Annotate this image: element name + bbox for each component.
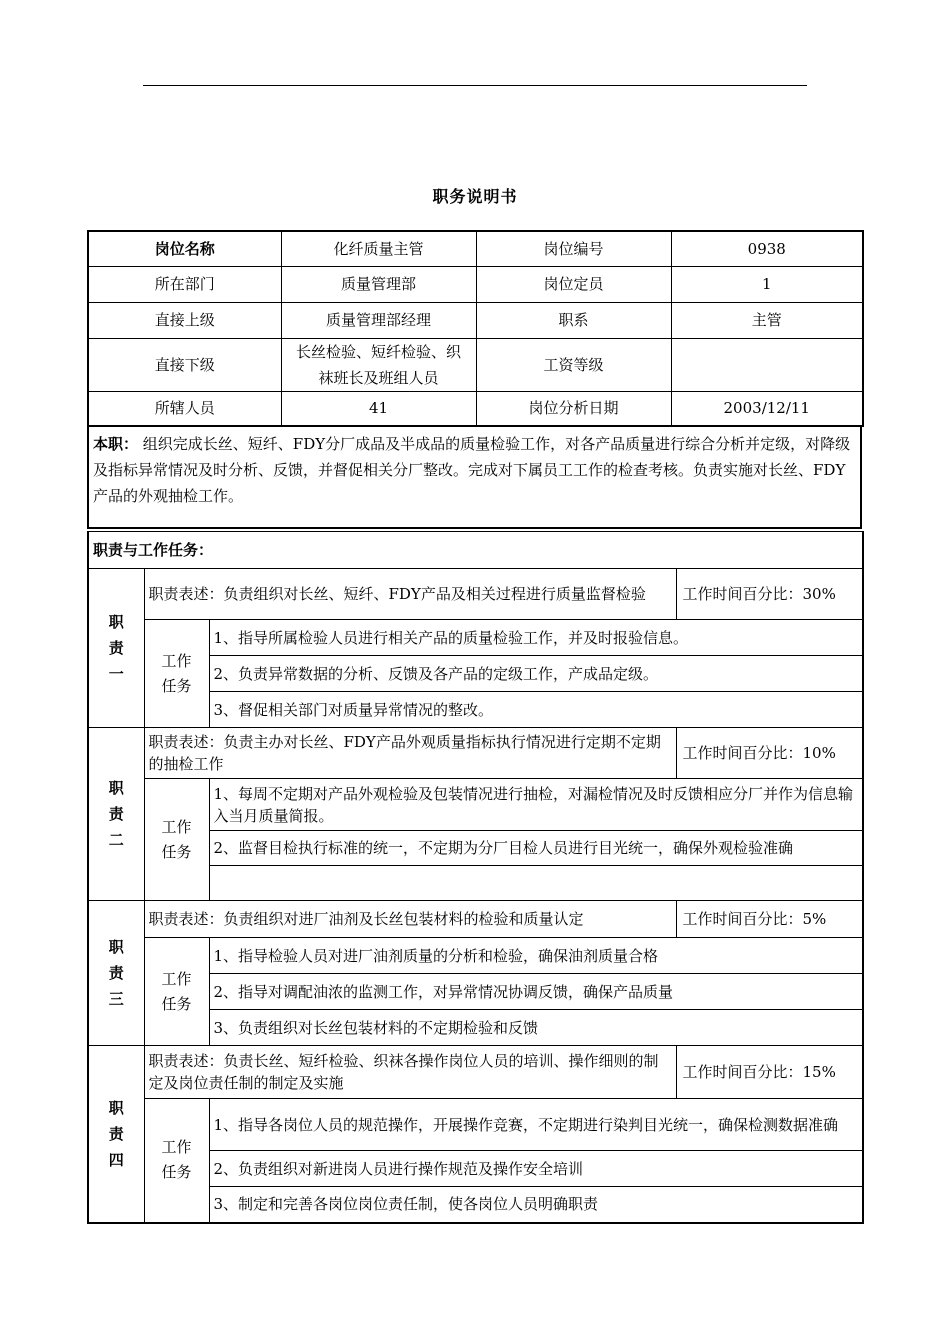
duty-4-time-percent: 工作时间百分比：15% — [676, 1046, 863, 1099]
position-no-value: 0938 — [671, 231, 863, 266]
document-title: 职务说明书 — [432, 187, 518, 206]
duty-4-tasks-label: 工作 任务 — [144, 1099, 209, 1223]
subordinate-line-2: 袜班长及班组人员 — [318, 368, 439, 387]
superior-value: 质量管理部经理 — [281, 302, 476, 338]
duties-table — [87, 531, 864, 1224]
position-no-label: 岗位编号 — [476, 231, 671, 266]
duty-3-label: 职 责 三 — [88, 901, 144, 1046]
duty-2-time-percent: 工作时间百分比：10% — [676, 728, 863, 779]
subordinate-label: 直接下级 — [88, 338, 281, 391]
summary-text: 组织完成长丝、短纤、FDY分厂成品及半成品的质量检验工作，对各产品质量进行综合分析并定级，对降级及指标异常情况及时分析、反馈，并督促相关分厂整改。完成对下属员工工作的检查考核。负责实施对长丝、FDY产品的外观抽检工作。 — [93, 435, 851, 505]
duty-2-description: 职责表述：负责主办对长丝、FDY产品外观质量指标执行情况进行定期不定期的抽检工作 — [144, 728, 676, 779]
duty-1-task-1: 1、指导所属检验人员进行相关产品的质量检验工作，并及时报验信息。 — [209, 620, 863, 656]
duty-2-task-2: 2、监督目检执行标准的统一，不定期为分厂目检人员进行目光统一，确保外观检验准确 — [209, 831, 863, 866]
rank-value: 主管 — [671, 302, 863, 338]
department-value: 质量管理部 — [281, 266, 476, 302]
duty-1-task-2: 2、负责异常数据的分析、反馈及各产品的定级工作，产成品定级。 — [209, 656, 863, 692]
headcount-value: 1 — [671, 266, 863, 302]
duty-2-task-1: 1、每周不定期对产品外观检验及包装情况进行抽检，对漏检情况及时反馈相应分厂并作为信息输入当月质量简报。 — [209, 779, 863, 831]
duty-3-task-3: 3、负责组织对长丝包装材料的不定期检验和反馈 — [209, 1010, 863, 1046]
staff-label: 所辖人员 — [88, 391, 281, 426]
subordinate-value — [281, 338, 476, 391]
duty-4-task-3: 3、制定和完善各岗位岗位责任制，使各岗位人员明确职责 — [209, 1187, 863, 1223]
duty-4-label: 职 责 四 — [88, 1046, 144, 1223]
duty-2-task-3 — [209, 866, 863, 901]
duty-1-label: 职 责 一 — [88, 569, 144, 728]
salary-value — [671, 338, 863, 391]
subordinate-line-1: 长丝检验、短纤检验、织 — [295, 342, 461, 361]
duty-4-description: 职责表述：负责长丝、短纤检验、织袜各操作岗位人员的培训、操作细则的制定及岗位责任制的制定及实施 — [144, 1046, 676, 1099]
duty-2-tasks-label: 工作 任务 — [144, 779, 209, 901]
position-name-value: 化纤质量主管 — [281, 231, 476, 266]
duty-3-tasks-label: 工作 任务 — [144, 938, 209, 1046]
staff-value: 41 — [281, 391, 476, 426]
header-rule — [143, 85, 807, 86]
headcount-label: 岗位定员 — [476, 266, 671, 302]
duty-4-task-1: 1、指导各岗位人员的规范操作，开展操作竞赛，不定期进行染判目光统一，确保检测数据准确 — [209, 1099, 863, 1151]
department-label: 所在部门 — [88, 266, 281, 302]
duty-1-time-percent: 工作时间百分比：30% — [676, 569, 863, 620]
salary-label: 工资等级 — [476, 338, 671, 391]
duty-3-task-2: 2、指导对调配油浓的监测工作，对异常情况协调反馈，确保产品质量 — [209, 974, 863, 1010]
analysis-date-label: 岗位分析日期 — [476, 391, 671, 426]
duty-1-task-3: 3、督促相关部门对质量异常情况的整改。 — [209, 692, 863, 728]
rank-label: 职系 — [476, 302, 671, 338]
duty-2-label: 职 责 二 — [88, 728, 144, 901]
analysis-date-value: 2003/12/11 — [671, 391, 863, 426]
duty-1-description: 职责表述：负责组织对长丝、短纤、FDY产品及相关过程进行质量监督检验 — [144, 569, 676, 620]
position-name-label: 岗位名称 — [88, 231, 281, 266]
duty-3-description: 职责表述：负责组织对进厂油剂及长丝包装材料的检验和质量认定 — [144, 901, 676, 938]
position-info-table — [87, 230, 864, 427]
duty-1-tasks-label: 工作 任务 — [144, 620, 209, 728]
duty-4-task-2: 2、负责组织对新进岗人员进行操作规范及操作安全培训 — [209, 1151, 863, 1187]
job-summary — [87, 425, 862, 529]
summary-label: 本职： — [93, 435, 139, 453]
duty-3-task-1: 1、指导检验人员对进厂油剂质量的分析和检验，确保油剂质量合格 — [209, 938, 863, 974]
superior-label: 直接上级 — [88, 302, 281, 338]
duties-header: 职责与工作任务： — [88, 532, 863, 569]
duty-3-time-percent: 工作时间百分比：5% — [676, 901, 863, 938]
